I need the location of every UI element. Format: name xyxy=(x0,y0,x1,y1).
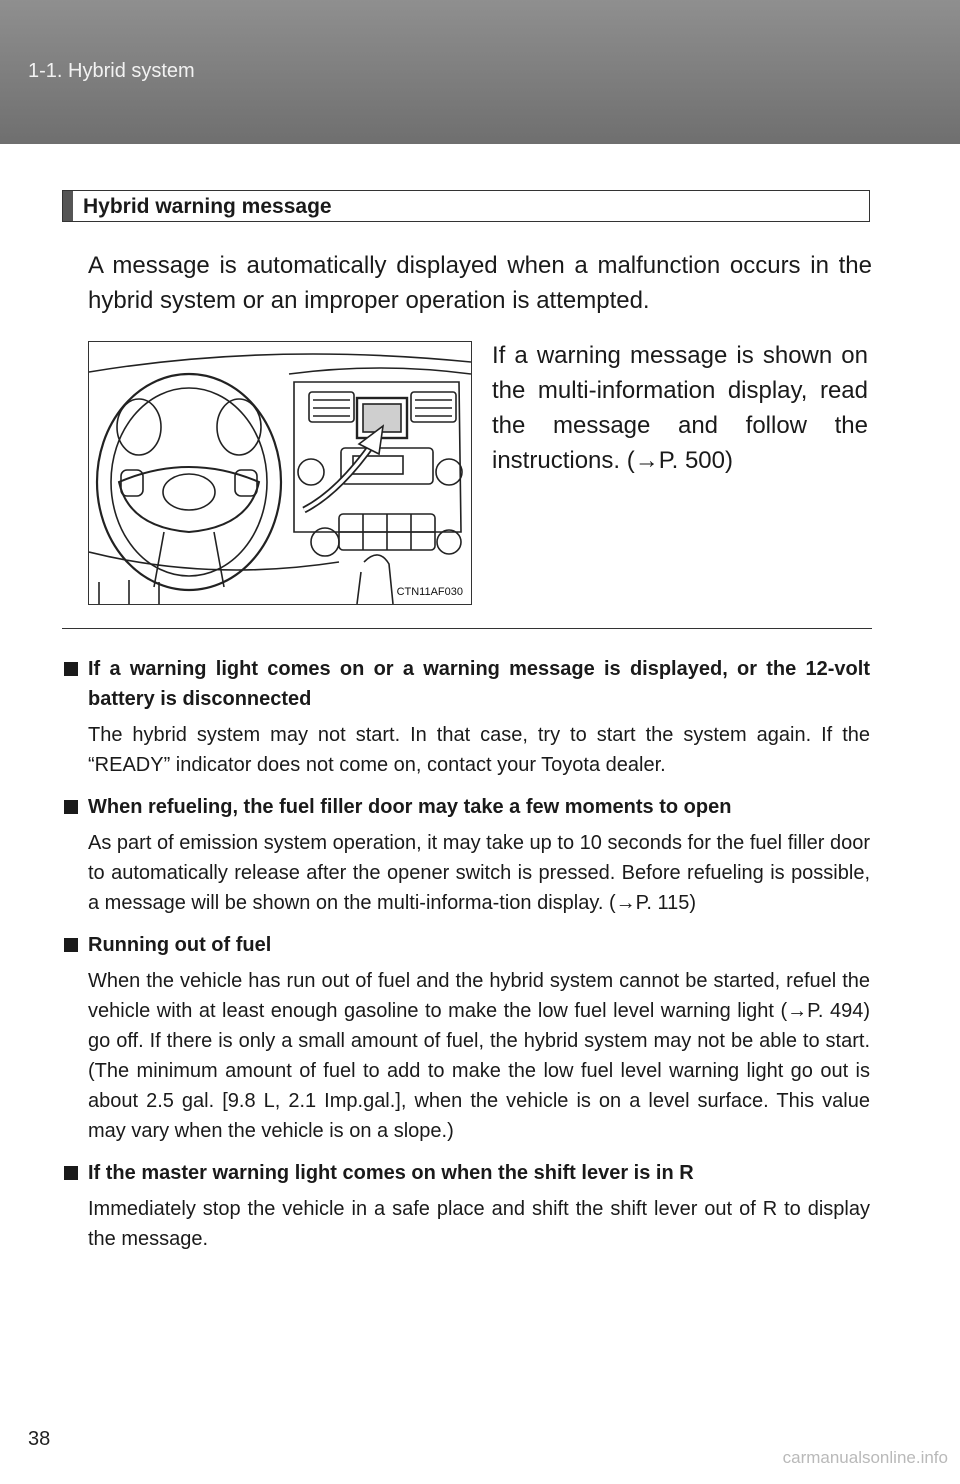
section-divider xyxy=(62,628,872,629)
note-title xyxy=(62,654,870,714)
breadcrumb: 1-1. Hybrid system xyxy=(28,60,195,82)
note-title-text: If the master warning light comes on when the shift lever is in R xyxy=(88,1162,694,1184)
intro-paragraph: A message is automatically displayed when a malfunction occurs in the hybrid system or an improper operation is attempted. xyxy=(88,252,872,314)
page-header xyxy=(0,0,960,144)
square-bullet-icon xyxy=(64,800,78,814)
dashboard-illustration xyxy=(88,341,472,605)
note-title xyxy=(62,1158,870,1188)
note-body: As part of emission system operation, it may take up to 10 seconds for the fuel filler door to automatically release after the opener switch is pressed. Before refueling is possible, a message will be shown on the multi-informa-tion display. (→P. 115) xyxy=(88,832,870,914)
watermark: carmanualsonline.info xyxy=(782,1448,948,1467)
section-accent xyxy=(63,191,73,221)
figure-code: CTN11AF030 xyxy=(396,586,463,598)
notes-list xyxy=(62,654,870,1266)
note-title-text: When refueling, the fuel filler door may take a few moments to open xyxy=(88,796,732,818)
instructions-paragraph: If a warning message is shown on the multi-information display, read the message and follow the instructions. (→P. 500) xyxy=(492,342,868,474)
square-bullet-icon xyxy=(64,1166,78,1180)
page-number: 38 xyxy=(28,1428,51,1450)
note-item xyxy=(62,1158,870,1254)
dashboard-drawing xyxy=(89,342,471,604)
section-heading-bar xyxy=(62,190,870,222)
square-bullet-icon xyxy=(64,938,78,952)
note-body: Immediately stop the vehicle in a safe place and shift the shift lever out of R to display the message. xyxy=(88,1198,870,1250)
note-body: When the vehicle has run out of fuel and the hybrid system cannot be started, refuel the vehicle with at least enough gasoline to make the low fuel level warning light (→P. 494) go off. If there is only a small amount of fuel, the hybrid system may not be able to start. (The minimum amount of fuel to add to make the low fuel level warning light go out is about 2.5 gal. [9.8 L, 2.1 Imp.gal.], when the vehicle is on a level surface. This value may vary when the vehicle is on a slope.) xyxy=(88,970,870,1142)
note-title-text: If a warning light comes on or a warning message is displayed, or the 12-volt battery is disconnected xyxy=(88,658,870,710)
note-title xyxy=(62,792,870,822)
square-bullet-icon xyxy=(64,662,78,676)
note-title xyxy=(62,930,870,960)
section-title: Hybrid warning message xyxy=(83,195,332,218)
note-item xyxy=(62,654,870,780)
note-item xyxy=(62,792,870,918)
note-body: The hybrid system may not start. In that case, try to start the system again. If the “READY” indicator does not come on, contact your Toyota dealer. xyxy=(88,724,870,776)
note-item xyxy=(62,930,870,1146)
note-title-text: Running out of fuel xyxy=(88,934,272,956)
